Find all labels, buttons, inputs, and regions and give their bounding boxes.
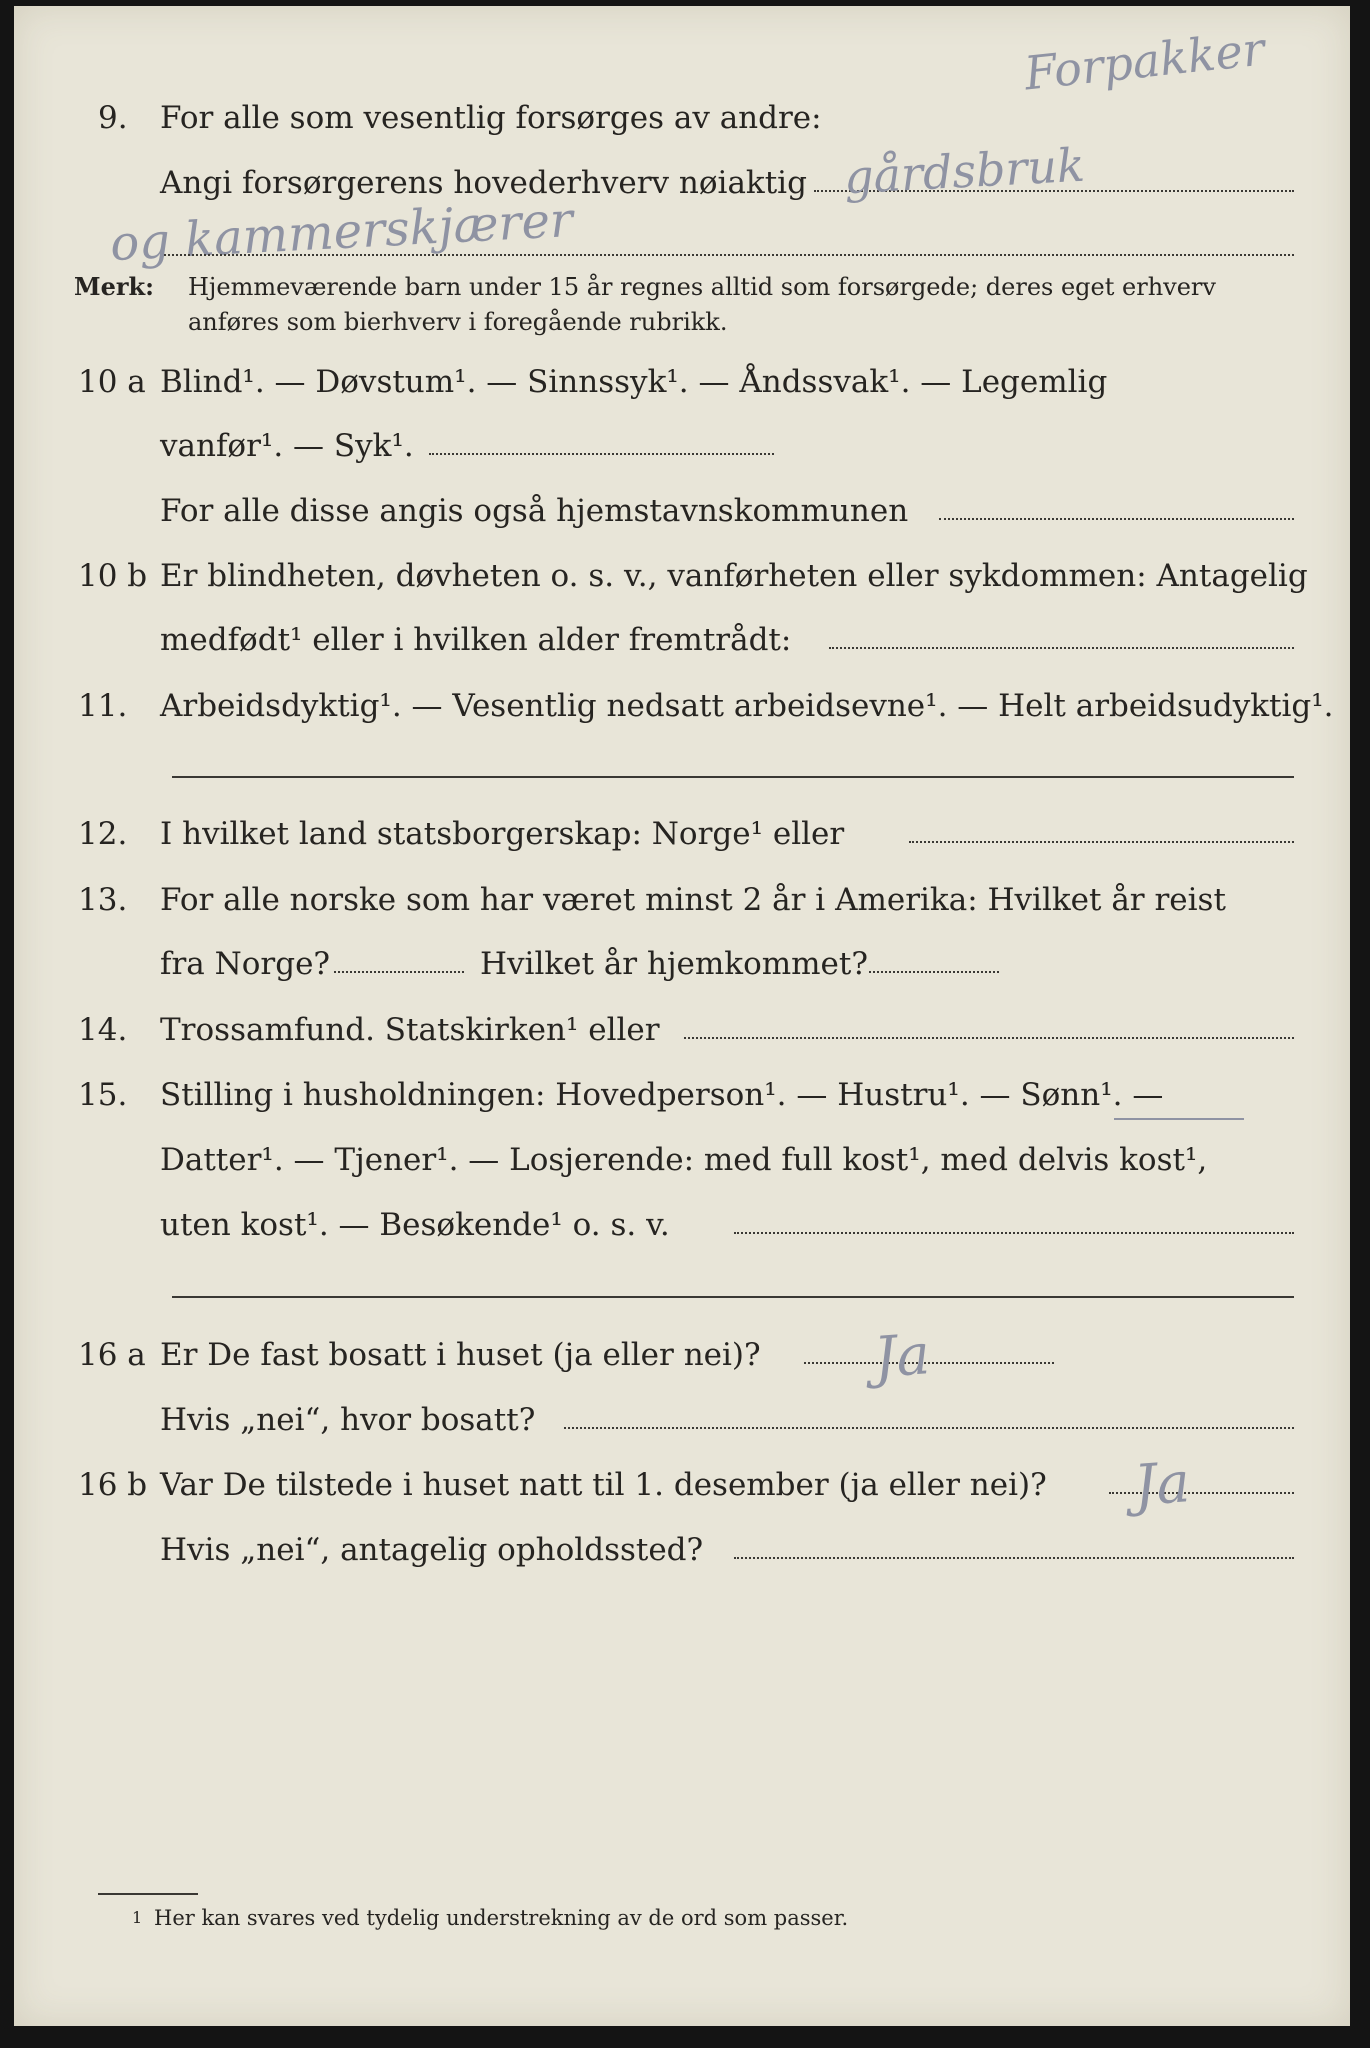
- q15-line3: uten kost¹. — Besøkende¹ o. s. v.: [160, 1207, 670, 1243]
- q16b-handwritten-answer: Ja: [1131, 1450, 1193, 1519]
- q14-answer-line[interactable]: [684, 1037, 1294, 1039]
- q10a-line3: For alle disse angis også hjemstavnskommunen: [160, 493, 909, 529]
- footnote-mark: 1: [132, 1908, 143, 1927]
- q10b-line1: Er blindheten, døvheten o. s. v., vanførheten eller sykdommen: Antagelig: [160, 558, 1308, 594]
- q10a-answer-line[interactable]: [429, 453, 774, 455]
- census-form-page: [14, 6, 1350, 2026]
- section-divider-1: [172, 776, 1294, 778]
- q9-answer-line-2[interactable]: [164, 254, 1294, 256]
- q15-answer-line[interactable]: [734, 1232, 1294, 1234]
- q10b-line2: medfødt¹ eller i hvilken alder fremtrådt:: [160, 622, 792, 658]
- footnote-rule: [98, 1893, 198, 1895]
- q10a-line1: Blind¹. — Døvstum¹. — Sinnssyk¹. — Åndssvak¹. — Legemlig: [160, 364, 1108, 400]
- q13-line2b: Hvilket år hjemkommet?: [480, 946, 868, 982]
- merk-label: Merk:: [74, 272, 154, 301]
- merk-line1: Hjemmeværende barn under 15 år regnes alltid som forsørgede; deres eget erhverv: [188, 273, 1216, 301]
- q16b-opholdssted-line[interactable]: [734, 1557, 1294, 1559]
- footnote-text: Her kan svares ved tydelig understrekning av de ord som passer.: [154, 1906, 849, 1930]
- q14-line1: Trossamfund. Statskirken¹ eller: [160, 1012, 660, 1048]
- q13-line2a: fra Norge?: [160, 946, 331, 982]
- q13-line1: For alle norske som har været minst 2 år i Amerika: Hvilket år reist: [160, 882, 1226, 918]
- q9-handwritten-answer: gårdsbruk: [842, 137, 1087, 205]
- q10b-number: 10 b: [78, 558, 148, 594]
- q15-sonn-underline: [1114, 1118, 1244, 1120]
- q16a-handwritten-answer: Ja: [871, 1322, 933, 1391]
- q13-hjemkommet-line[interactable]: [869, 971, 999, 973]
- q9-handwritten-corner: Forpakker: [1021, 21, 1268, 101]
- q12-number: 12.: [78, 816, 128, 852]
- q10a-line2: vanfør¹. — Syk¹.: [160, 428, 414, 464]
- q10a-hjemstavn-line[interactable]: [939, 518, 1294, 520]
- q10a-number: 10 a: [78, 364, 146, 400]
- q16b-line2: Hvis „nei“, antagelig opholdssted?: [160, 1532, 704, 1568]
- q13-number: 13.: [78, 882, 128, 918]
- q16a-line2: Hvis „nei“, hvor bosatt?: [160, 1402, 536, 1438]
- section-divider-2: [172, 1296, 1294, 1298]
- q15-line2: Datter¹. — Tjener¹. — Losjerende: med full kost¹, med delvis kost¹,: [160, 1142, 1208, 1178]
- merk-line2: anføres som bierhverv i foregående rubrikk.: [188, 308, 728, 336]
- q16a-number: 16 a: [78, 1337, 146, 1373]
- q12-answer-line[interactable]: [909, 841, 1294, 843]
- q16a-bosatt-line[interactable]: [564, 1427, 1294, 1429]
- q9-line1: For alle som vesentlig forsørges av andre:: [160, 100, 822, 136]
- q12-line1: I hvilket land statsborgerskap: Norge¹ eller: [160, 816, 845, 852]
- q13-reist-line[interactable]: [334, 971, 464, 973]
- q15-number: 15.: [78, 1077, 128, 1113]
- q16a-line1: Er De fast bosatt i huset (ja eller nei)?: [160, 1337, 761, 1373]
- q16b-line1: Var De tilstede i huset natt til 1. desember (ja eller nei)?: [160, 1467, 1047, 1503]
- q9-number: 9.: [98, 100, 128, 136]
- q10b-answer-line[interactable]: [829, 647, 1294, 649]
- q11-number: 11.: [78, 688, 128, 724]
- q9-handwritten-line3: og kammerskjærer: [108, 191, 575, 273]
- q15-line1: Stilling i husholdningen: Hovedperson¹. — Hustru¹. — Sønn¹. —: [160, 1077, 1164, 1113]
- q11-line1: Arbeidsdyktig¹. — Vesentlig nedsatt arbeidsevne¹. — Helt arbeidsudyktig¹.: [160, 688, 1334, 724]
- q9-line2: Angi forsørgerens hovederhverv nøiaktig: [160, 165, 807, 201]
- q14-number: 14.: [78, 1012, 128, 1048]
- q16b-number: 16 b: [78, 1467, 148, 1503]
